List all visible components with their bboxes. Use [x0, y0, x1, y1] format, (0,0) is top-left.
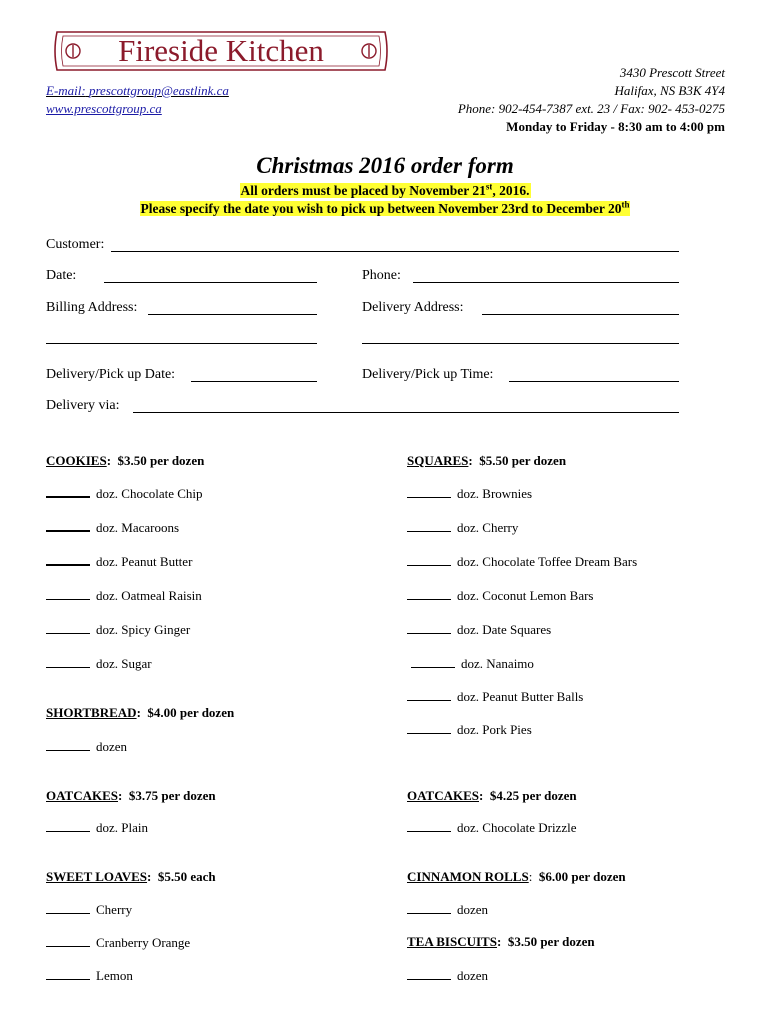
quantity-field[interactable]	[407, 733, 451, 734]
pickup-time-field[interactable]	[509, 381, 679, 382]
cinnamon-rolls-header: CINNAMON ROLLS: $6.00 per dozen	[407, 869, 626, 884]
date-label: Date:	[46, 268, 77, 283]
delivery-via-label: Delivery via:	[46, 398, 120, 413]
list-item: doz. Chocolate Chip	[46, 486, 203, 502]
quantity-field[interactable]	[46, 831, 90, 832]
oatcakes-drizzle-header: OATCAKES: $4.25 per dozen	[407, 788, 577, 803]
address-line2: Halifax, NS B3K 4Y4	[614, 83, 725, 98]
page-title: Christmas 2016 order form	[256, 153, 514, 178]
notice-line1-end: , 2016.	[492, 182, 530, 198]
pickup-date-field[interactable]	[191, 381, 317, 382]
phone-field[interactable]	[413, 282, 679, 283]
squares-header: SQUARES: $5.50 per dozen	[407, 453, 567, 468]
email-line	[46, 83, 229, 99]
quantity-field[interactable]	[46, 946, 90, 947]
quantity-field[interactable]	[407, 979, 451, 980]
list-item: doz. Pork Pies	[407, 722, 532, 738]
customer-field[interactable]	[111, 251, 679, 252]
pickup-time-label: Delivery/Pick up Time:	[362, 367, 494, 382]
list-item: doz. Sugar	[46, 656, 152, 672]
list-item: doz. Macaroons	[46, 520, 179, 536]
logo-banner-icon	[49, 28, 393, 74]
quantity-field[interactable]	[46, 913, 90, 914]
email-link[interactable]: prescottgroup@eastlink.ca	[88, 83, 229, 98]
phone-label: Phone:	[362, 268, 401, 283]
sweet-loaves-header: SWEET LOAVES: $5.50 each	[46, 869, 216, 884]
list-item: Lemon	[46, 968, 133, 984]
notice-line1-sup: st	[485, 181, 493, 191]
list-item: doz. Oatmeal Raisin	[46, 588, 202, 604]
billing-address-field[interactable]	[148, 314, 317, 315]
list-item: doz. Plain	[46, 820, 148, 836]
quantity-field[interactable]	[46, 530, 90, 532]
pickup-date-label: Delivery/Pick up Date:	[46, 367, 176, 382]
quantity-field[interactable]	[46, 750, 90, 751]
quantity-field[interactable]	[411, 667, 455, 668]
logo-text: Fireside Kitchen	[118, 33, 324, 68]
notice-line2-sup: th	[621, 199, 630, 209]
list-item: doz. Brownies	[407, 486, 532, 502]
delivery-address-label: Delivery Address:	[362, 300, 464, 315]
customer-label: Customer:	[46, 237, 105, 252]
list-item: doz. Date Squares	[407, 622, 551, 638]
list-item: doz. Chocolate Drizzle	[407, 820, 576, 836]
list-item: doz. Chocolate Toffee Dream Bars	[407, 554, 637, 570]
quantity-field[interactable]	[407, 599, 451, 600]
list-item: Cherry	[46, 902, 132, 918]
list-item: doz. Cherry	[407, 520, 518, 536]
order-deadline-notice	[0, 181, 770, 200]
website-link[interactable]: www.prescottgroup.ca	[46, 101, 162, 116]
pickup-date-notice	[0, 199, 770, 218]
address-line1: 3430 Prescott Street	[619, 65, 725, 80]
tea-biscuits-header: TEA BISCUITS: $3.50 per dozen	[407, 934, 595, 949]
date-field[interactable]	[104, 282, 317, 283]
list-item: Cranberry Orange	[46, 935, 190, 951]
quantity-field[interactable]	[46, 667, 90, 668]
quantity-field[interactable]	[46, 633, 90, 634]
notice-line2: Please specify the date you wish to pick up between November 23rd to December 20	[140, 200, 622, 216]
quantity-field[interactable]	[407, 700, 451, 701]
list-item: doz. Spicy Ginger	[46, 622, 190, 638]
oatcakes-plain-header: OATCAKES: $3.75 per dozen	[46, 788, 216, 803]
list-item: doz. Coconut Lemon Bars	[407, 588, 593, 604]
quantity-field[interactable]	[407, 497, 451, 498]
quantity-field[interactable]	[407, 913, 451, 914]
list-item: doz. Peanut Butter	[46, 554, 192, 570]
list-item: dozen	[407, 902, 488, 918]
list-item: dozen	[407, 968, 488, 984]
delivery-address-field-2[interactable]	[362, 343, 679, 344]
billing-address-label: Billing Address:	[46, 300, 138, 315]
billing-address-field-2[interactable]	[46, 343, 317, 344]
quantity-field[interactable]	[46, 496, 90, 498]
list-item: doz. Nanaimo	[411, 656, 534, 672]
quantity-field[interactable]	[407, 565, 451, 566]
delivery-via-field[interactable]	[133, 412, 679, 413]
quantity-field[interactable]	[46, 979, 90, 980]
business-hours: Monday to Friday - 8:30 am to 4:00 pm	[506, 119, 725, 134]
shortbread-header: SHORTBREAD: $4.00 per dozen	[46, 705, 235, 720]
delivery-address-field[interactable]	[482, 314, 679, 315]
cookies-header: COOKIES: $3.50 per dozen	[46, 453, 205, 468]
email-label: E-mail:	[46, 83, 86, 98]
quantity-field[interactable]	[407, 831, 451, 832]
phone-fax: Phone: 902-454-7387 ext. 23 / Fax: 902- 453-0275	[457, 101, 725, 116]
quantity-field[interactable]	[407, 633, 451, 634]
quantity-field[interactable]	[407, 531, 451, 532]
list-item: dozen	[46, 739, 127, 755]
logo	[49, 28, 393, 74]
quantity-field[interactable]	[46, 599, 90, 600]
quantity-field[interactable]	[46, 564, 90, 566]
list-item: doz. Peanut Butter Balls	[407, 689, 583, 705]
notice-line1: All orders must be placed by November 21	[240, 182, 486, 198]
